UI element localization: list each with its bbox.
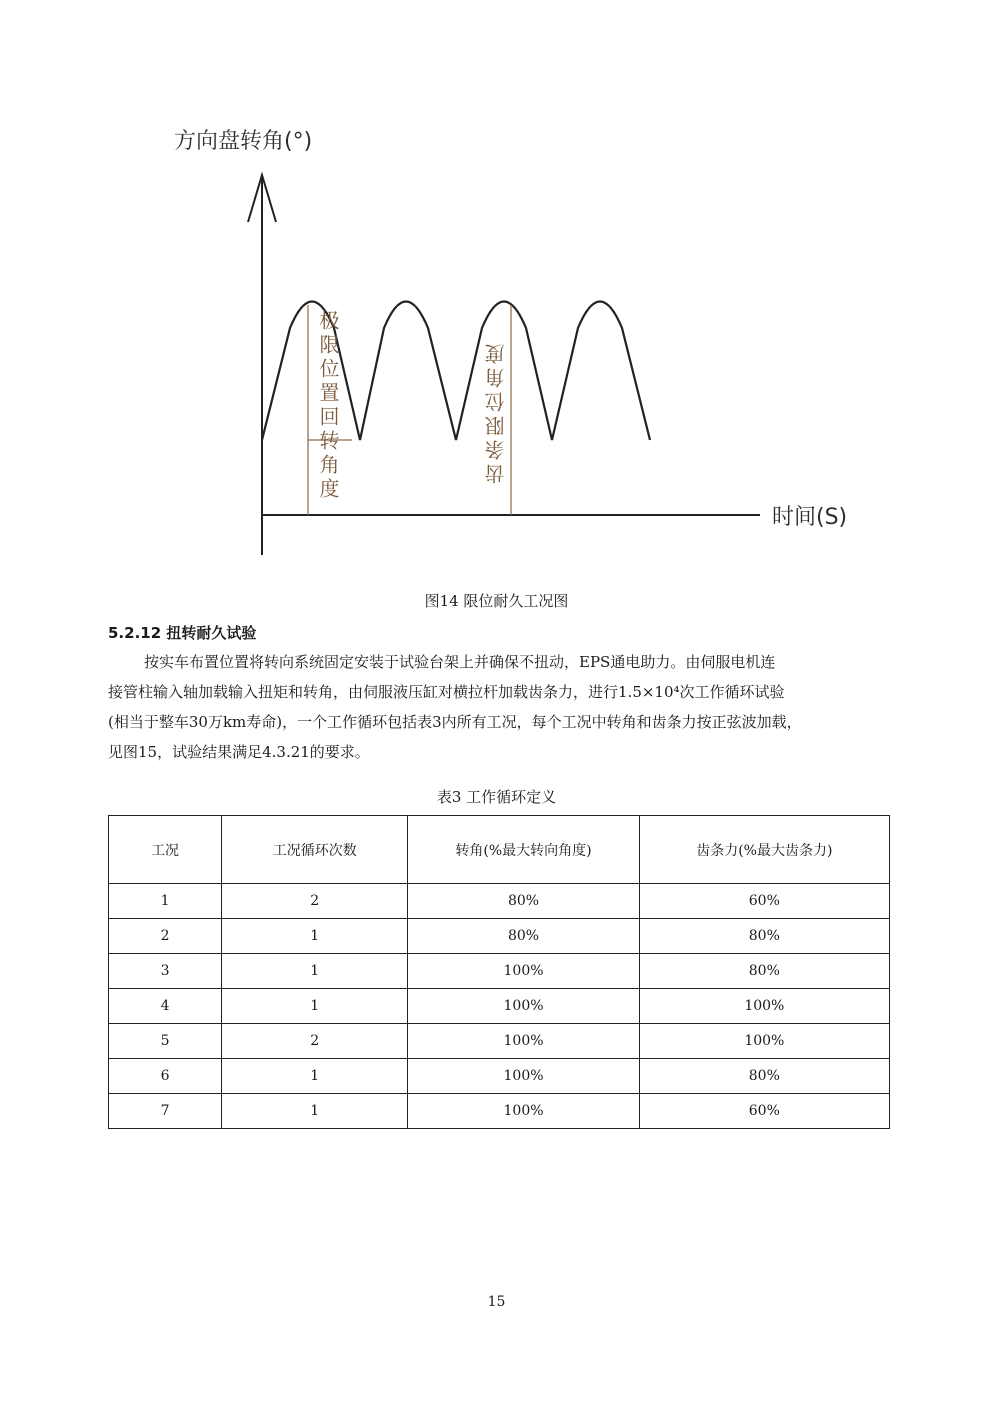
header-angle: 转角(%最大转向角度) (408, 816, 639, 884)
cell-angle: 100% (408, 1059, 639, 1094)
table-row (109, 954, 890, 989)
annotation-limit-return-angle: 极限位置回转角度 (316, 310, 340, 502)
paragraph-line: 接管柱输入轴加载输入扭矩和转角，由伺服液压缸对横拉杆加载齿条力，进行1.5×10⁴次工作循环试验 (108, 683, 785, 701)
cell-condition: 4 (109, 989, 222, 1024)
work-cycle-table (108, 815, 890, 1129)
cell-condition: 1 (109, 884, 222, 919)
cell-rack-force: 60% (639, 884, 889, 919)
y-axis-label: 方向盘转角(°) (174, 129, 313, 154)
table-row (109, 989, 890, 1024)
paragraph-line: 按实车布置位置将转向系统固定安装于试验台架上并确保不扭动，EPS通电助力。由伺服电机连 (144, 653, 776, 671)
figure-caption: 图14 限位耐久工况图 (424, 592, 569, 610)
cell-angle: 80% (408, 919, 639, 954)
cell-angle: 100% (408, 954, 639, 989)
cell-cycle-count: 1 (222, 989, 408, 1024)
table-row (109, 919, 890, 954)
cell-cycle-count: 2 (222, 884, 408, 919)
cell-condition: 7 (109, 1094, 222, 1129)
table-row (109, 1059, 890, 1094)
table-row (109, 884, 890, 919)
cell-rack-force: 80% (639, 919, 889, 954)
table-header-row (109, 816, 890, 884)
cell-condition: 2 (109, 919, 222, 954)
cell-cycle-count: 2 (222, 1024, 408, 1059)
cell-condition: 6 (109, 1059, 222, 1094)
cell-angle: 100% (408, 1094, 639, 1129)
cell-rack-force: 100% (639, 1024, 889, 1059)
limit-durability-figure (160, 100, 880, 570)
section-heading: 5.2.12 扭转耐久试验 (108, 624, 257, 642)
header-rack-force: 齿条力(%最大齿条力) (639, 816, 889, 884)
cell-cycle-count: 1 (222, 919, 408, 954)
page-number: 15 (487, 1294, 506, 1310)
table-row (109, 1094, 890, 1129)
cell-cycle-count: 1 (222, 1059, 408, 1094)
paragraph-line: (相当于整车30万km寿命)，一个工作循环包括表3内所有工况，每个工况中转角和齿条力按正弦波加载， (108, 713, 802, 731)
cell-cycle-count: 1 (222, 1094, 408, 1129)
annotation-rack-limit-angle: 齿条限位角度 (484, 340, 508, 484)
x-axis-label: 时间(S) (772, 505, 848, 530)
cell-rack-force: 60% (639, 1094, 889, 1129)
header-condition: 工况 (109, 816, 222, 884)
cell-angle: 100% (408, 989, 639, 1024)
header-cycle-count: 工况循环次数 (222, 816, 408, 884)
cell-condition: 3 (109, 954, 222, 989)
table-caption: 表3 工作循环定义 (436, 788, 557, 806)
cell-angle: 80% (408, 884, 639, 919)
cell-rack-force: 80% (639, 954, 889, 989)
cell-rack-force: 80% (639, 1059, 889, 1094)
paragraph-line: 见图15，试验结果满足4.3.21的要求。 (108, 743, 370, 761)
cell-rack-force: 100% (639, 989, 889, 1024)
cell-cycle-count: 1 (222, 954, 408, 989)
table-row (109, 1024, 890, 1059)
cell-angle: 100% (408, 1024, 639, 1059)
cell-condition: 5 (109, 1024, 222, 1059)
waveform-diagram (160, 100, 880, 570)
body-paragraph (108, 647, 890, 767)
